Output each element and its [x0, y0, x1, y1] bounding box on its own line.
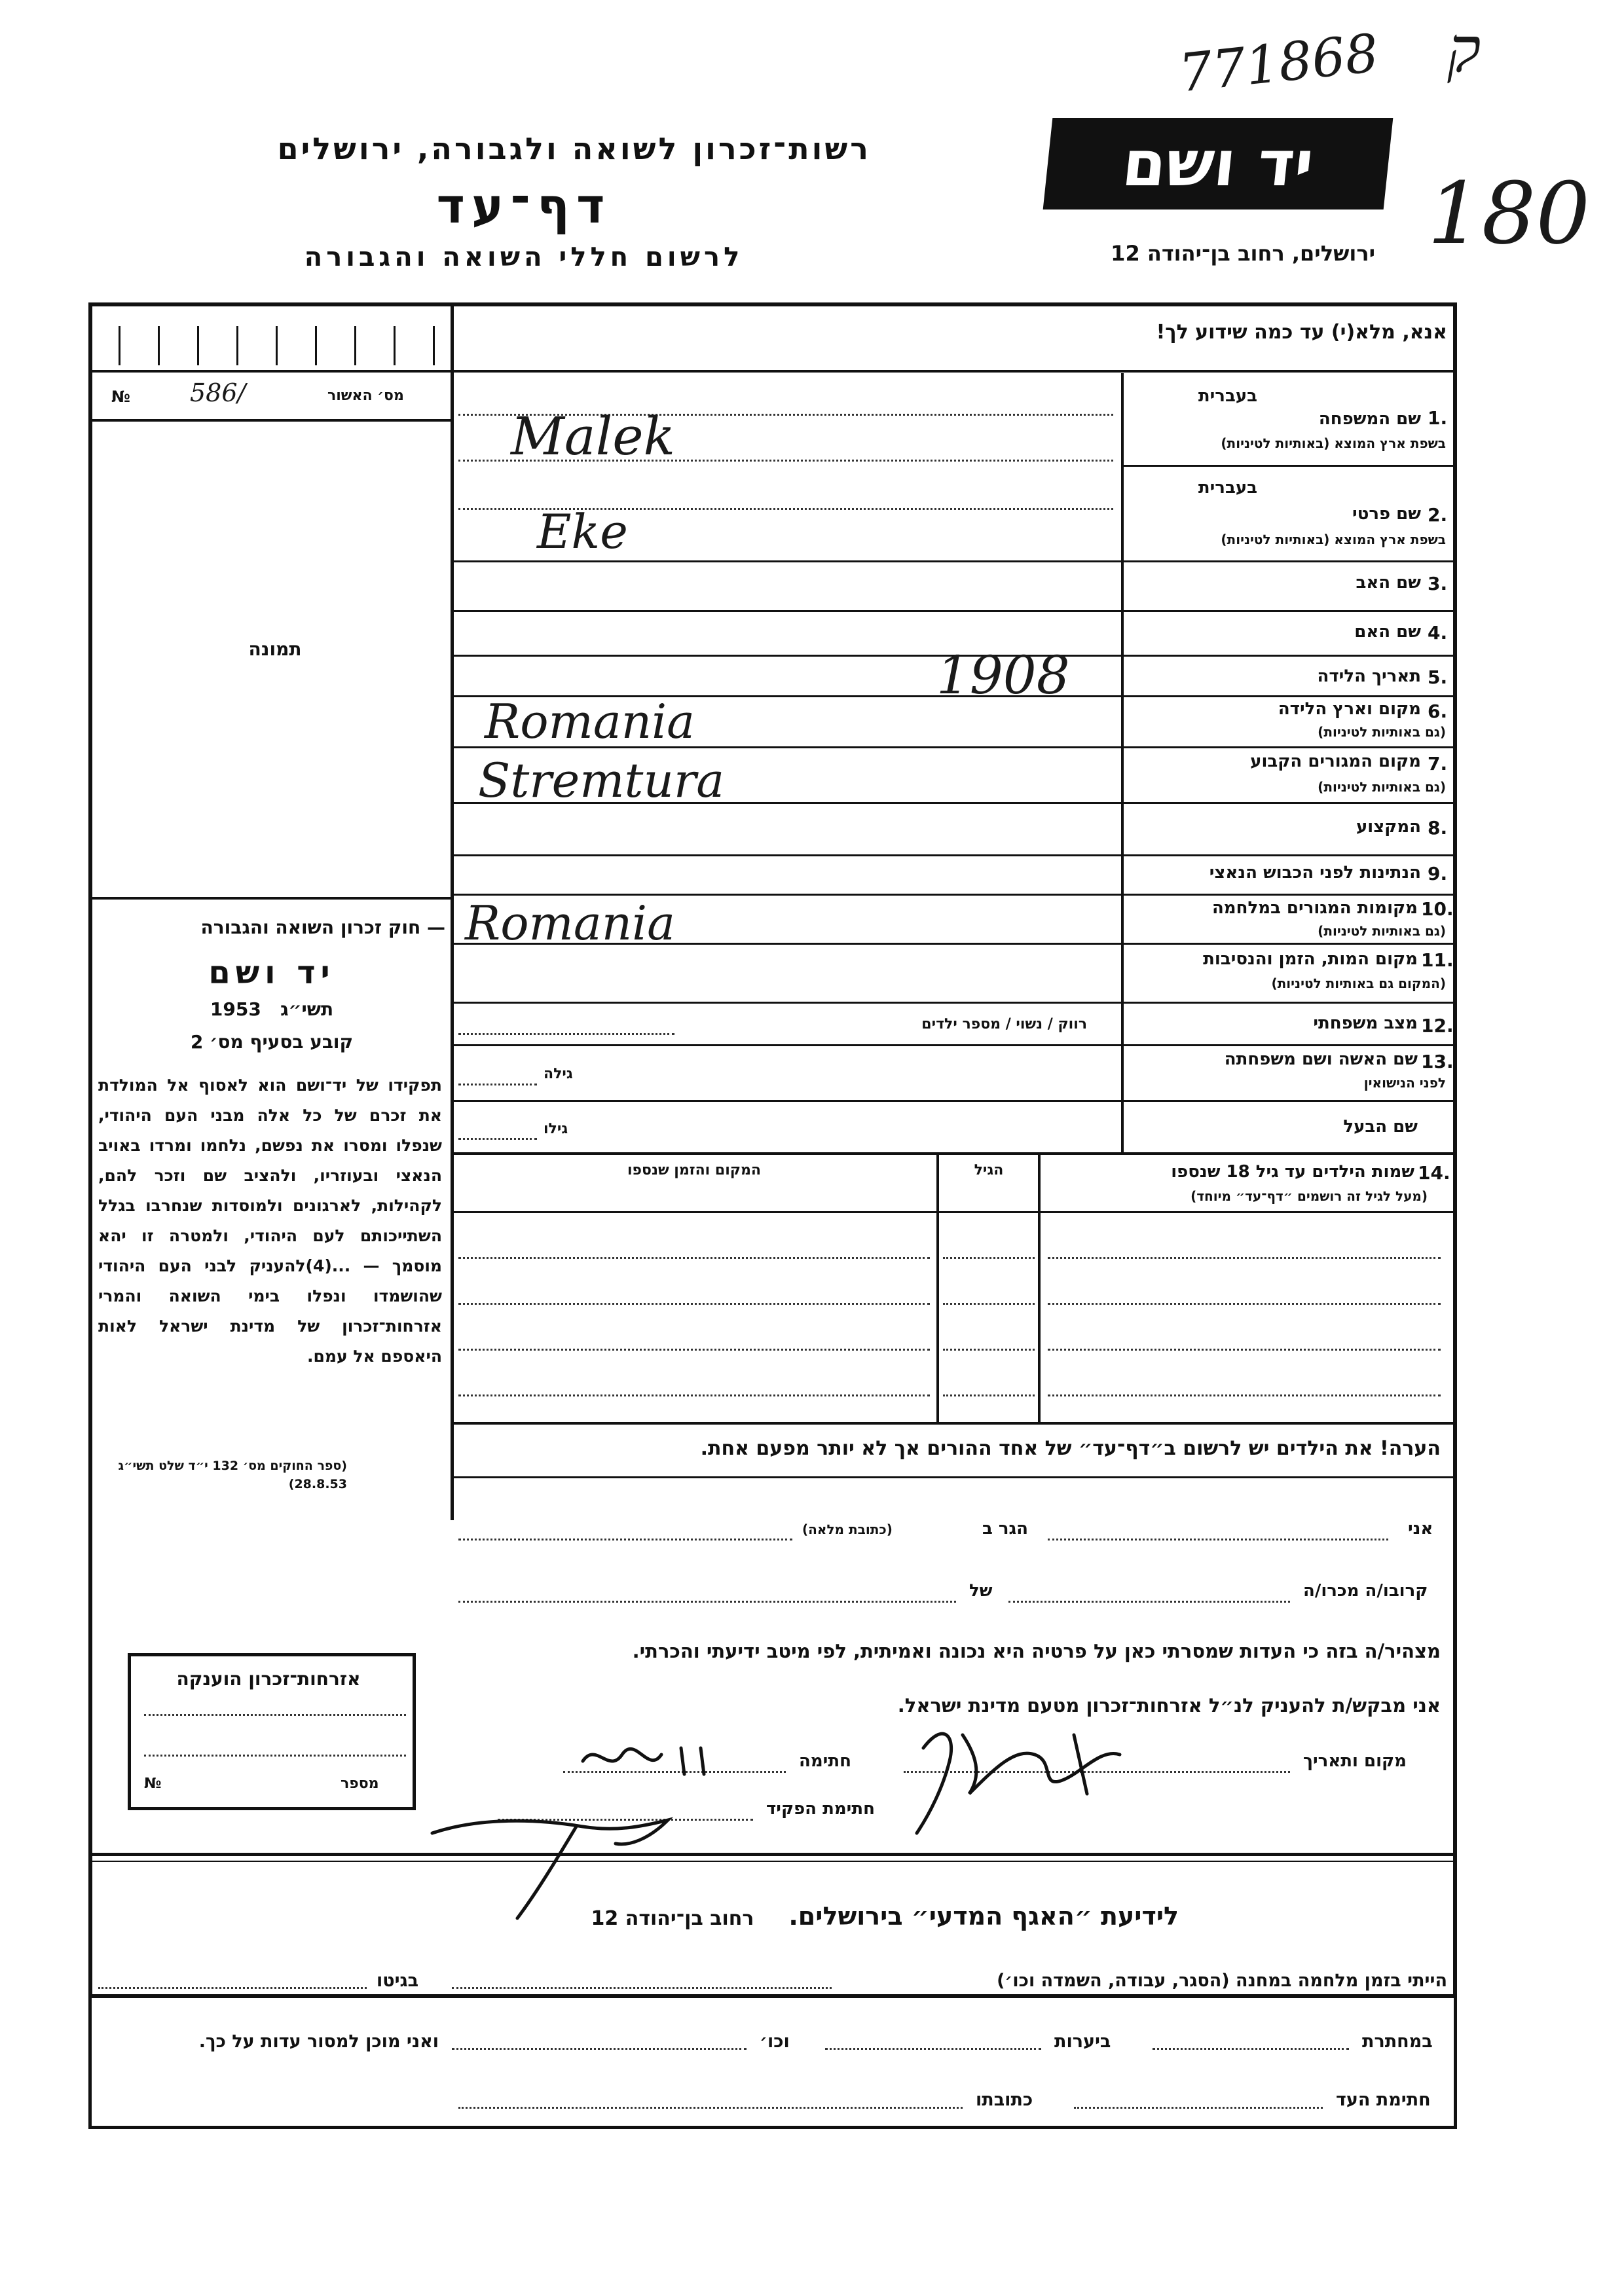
field-12-number: 12.	[1421, 1015, 1454, 1036]
children-row-4-cell-2	[943, 1394, 1035, 1396]
field-5-number: 5.	[1428, 666, 1448, 688]
footer-address: רחוב בן־יהודה 12	[591, 1907, 754, 1930]
children-col-place: המקום והזמן שנספו	[627, 1162, 761, 1178]
annotation-page: 180	[1428, 164, 1591, 263]
barcode-cells	[92, 306, 451, 372]
witness-bottom-rule	[92, 1853, 1457, 1856]
signature-label: חתימה	[799, 1751, 851, 1771]
field-7-sub: (גם באותיות לטיניות)	[1318, 779, 1446, 795]
witness-of-label: של	[969, 1581, 993, 1601]
children-row-2-cell-3	[1048, 1303, 1441, 1305]
children-header-rule	[451, 1211, 1457, 1213]
row-rule-14	[451, 1100, 1457, 1102]
field-12-line	[458, 1033, 674, 1035]
children-row-1-cell-1	[458, 1257, 930, 1259]
approval-prefix: №	[111, 388, 130, 406]
field-10-number: 10.	[1421, 898, 1454, 920]
citizenship-number-label: מספר	[341, 1776, 379, 1792]
witness-relation-line	[1008, 1601, 1290, 1603]
left-column-divider	[451, 302, 454, 1520]
request-line-rule	[451, 370, 1457, 373]
field-3-label: שם האב	[1356, 573, 1421, 592]
children-label: שמות הילדים עד גיל 18 שנספו	[1171, 1162, 1414, 1182]
field-1-sub: בשפת ארץ המוצא (באותיות לטיניות)	[1221, 435, 1446, 451]
form-subtitle: לרשום חללי השואה והגבורה	[304, 242, 744, 272]
children-row-3-cell-3	[1048, 1349, 1441, 1351]
row-rule-15	[451, 1152, 1457, 1155]
witness-address-label: (כתובת מלאה)	[802, 1522, 893, 1537]
row-rule-3	[451, 560, 1457, 562]
husband-age-label: גילו	[544, 1121, 568, 1137]
field-11-label: מקום המות, הזמן והנסיבות	[1203, 949, 1418, 969]
yad-vashem-logo	[1043, 118, 1393, 210]
law-year-hebrew: תשי״ג	[280, 998, 334, 1020]
field-11-number: 11.	[1421, 949, 1454, 971]
children-row-4-cell-1	[458, 1394, 930, 1396]
footer-line2-a: במחתרת	[1362, 2032, 1433, 2052]
field-6-value: Romania	[485, 694, 695, 749]
law-name: יד ושם	[208, 955, 335, 991]
field-4-label: שם האם	[1354, 622, 1421, 642]
field-2-latin: Eke	[537, 504, 628, 559]
witness-name-line	[1048, 1539, 1388, 1540]
law-year-gregorian: 1953	[210, 998, 261, 1020]
request-line: אנא, מלא(י) עד כמה שידוע לך!	[1156, 321, 1447, 344]
field-4-number: 4.	[1428, 622, 1448, 644]
children-number: 14.	[1418, 1162, 1450, 1184]
field-5-value: 1908	[936, 645, 1070, 706]
footer-line1-end: בגיטו	[377, 1971, 419, 1991]
field-1-line-b	[458, 460, 1113, 462]
witness-request: אני מבקש/ת להעניק לנ״ל אזרחות־זכרון מטעם מדינת ישראל.	[897, 1694, 1441, 1717]
row-rule-2	[1121, 465, 1457, 467]
witness-declaration: מצהיר/ה בזה כי העדות שמסרתי כאן על פרטיה היא נכונה ואמיתית, לפי מיטב ידיעתי והכרתי.	[632, 1640, 1441, 1662]
children-row-3-cell-1	[458, 1349, 930, 1351]
approval-label: מס׳ האשור	[327, 388, 404, 404]
law-clause: קובע בסעיף מס׳ 2	[190, 1031, 354, 1053]
children-row-2-cell-2	[943, 1303, 1035, 1305]
approval-value: 586/	[190, 378, 246, 407]
law-box-rule	[92, 897, 451, 900]
photo-label: תמונה	[248, 638, 302, 660]
field-13-sub: לפני הנישואין	[1363, 1075, 1446, 1091]
witness-residing: הגר ב	[982, 1519, 1029, 1539]
form-title: דף־עד	[436, 178, 612, 234]
footer-line2-c: וכו׳	[760, 2032, 790, 2052]
annotation-letter: ק	[1447, 13, 1481, 86]
citizenship-title: אזרחות־זכרון הוענקה	[176, 1668, 361, 1690]
field-1-label: שם המשפחה	[1318, 409, 1421, 429]
footer-line3-a: חתימת העד	[1336, 2090, 1431, 2110]
field-2-label: שם פרטי	[1352, 504, 1421, 524]
children-row-2-cell-1	[458, 1303, 930, 1305]
children-col-age: הגיל	[974, 1162, 1004, 1178]
field-6-sub: (גם באותיות לטיניות)	[1318, 724, 1446, 740]
field-13-label: שם האשה ושם משפחתה	[1224, 1049, 1418, 1069]
children-row-1-cell-3	[1048, 1257, 1441, 1259]
field-6-label: מקום וארץ הלידה	[1278, 699, 1421, 719]
husband-label: שם הבעל	[1343, 1117, 1418, 1137]
footer-line1-label: הייתי בזמן מלחמה במחנה (הסגר, עבודה, השמדה וכו׳)	[997, 1971, 1447, 1991]
footer-frame	[88, 1861, 1457, 2129]
citizenship-prefix: №	[144, 1776, 162, 1792]
law-title: — חוק זכרון השואה והגבורה	[200, 917, 445, 938]
field-5-label: תאריך הלידה	[1317, 666, 1421, 686]
footer-line2-end: ואני מוכן למסור עדות על כך.	[198, 2032, 439, 2052]
short-signature	[570, 1728, 720, 1787]
label-column-divider	[1121, 373, 1124, 1152]
field-7-number: 7.	[1428, 753, 1448, 774]
approval-rule-bottom	[92, 419, 451, 422]
field-13-age-label: גילה	[544, 1066, 573, 1082]
law-year	[98, 998, 445, 1020]
field-12-value: רווק / נשוי / מספר ילדים	[921, 1016, 1087, 1032]
field-10-label: מקומות המגורים במלחמה	[1211, 898, 1418, 918]
children-row-1-cell-2	[943, 1257, 1035, 1259]
field-9-number: 9.	[1428, 863, 1448, 884]
field-10-value: Romania	[465, 896, 676, 951]
citizenship-line-2	[144, 1755, 406, 1757]
field-7-label: מקום המגורים הקבוע	[1250, 752, 1421, 771]
clerk-signature-label: חתימת הפקיד	[766, 1799, 875, 1819]
field-1-tag: בעברית	[1198, 386, 1257, 406]
law-body: תפקידו של יד־ושם הוא לאסוף אל המולדת את זכרם של כל אלה מבני העם היהודי, שנפלו ומסרו את נפשם, נלחמו ומרדו באויב הנאצי ובעוזריו, ולהציב שם וזכר להם, לקהילות, לארגונים ולמוסדות שנחרבו בגלל השתייכותם לעם היהודי, ולמטרה זו יהא מוסמך — ...(4)להעניק לבני העם היהודי שהושמדו ונפלו בימי השואה והמרי אזרחות־זכרון של מדינת ישראל לאות היאספם אל עמם.	[98, 1076, 442, 1366]
org-line: רשות־זכרון לשואה ולגבורה, ירושלים	[277, 131, 871, 166]
field-13-number: 13.	[1421, 1051, 1454, 1072]
logo-text: יד ושם	[1118, 127, 1318, 200]
row-rule-12	[451, 1002, 1457, 1004]
footer-title-text: לידיעת ״האגף המדעי״ בירושלים.	[788, 1902, 1179, 1931]
witness-relation-label: קרובו/ה מכרו/ה	[1303, 1581, 1428, 1601]
witness-signature	[904, 1709, 1179, 1846]
witness-of-line	[458, 1601, 956, 1603]
footer-line3-b: כתובתו	[976, 2090, 1033, 2110]
row-rule-4	[451, 610, 1457, 612]
field-13-age-line	[458, 1084, 537, 1085]
children-bottom-rule	[451, 1422, 1457, 1425]
field-9-label: הנתינות לפני הכבוש הנאצי	[1209, 863, 1421, 883]
citizenship-box	[128, 1653, 416, 1810]
approval-rule-top	[92, 370, 451, 373]
witness-i-label: אני	[1408, 1519, 1433, 1539]
field-1-latin: Malek	[511, 406, 676, 467]
husband-age-line	[458, 1138, 537, 1140]
field-2-sub: בשפת ארץ המוצא (באותיות לטיניות)	[1221, 532, 1446, 547]
field-11-sub: (המקום גם באותיות לטיניות)	[1271, 975, 1446, 991]
header-address: ירושלים, רחוב בן־יהודה 12	[1111, 241, 1375, 266]
witness-address-line	[458, 1539, 792, 1540]
law-gazette: (ספר החוקים מס׳ 132 י״ד שלט תשי״ג 28.8.53)	[118, 1459, 347, 1491]
children-col-age-right	[1038, 1154, 1041, 1422]
children-sub: (מעל לגיל זה רושמים ״דף־עד״ מיוחד)	[1190, 1188, 1428, 1204]
field-6-number: 6.	[1428, 701, 1448, 722]
row-rule-13	[451, 1044, 1457, 1046]
annotation-number: 771868	[1175, 22, 1382, 104]
note-rule	[451, 1476, 1457, 1478]
children-row-3-cell-2	[943, 1349, 1035, 1351]
place-date-label: מקום ותאריך	[1303, 1751, 1407, 1771]
field-8-label: המקצוע	[1356, 817, 1421, 837]
field-10-sub: (גם באותיות לטיניות)	[1318, 923, 1446, 939]
field-2-tag: בעברית	[1198, 478, 1257, 498]
note: הערה! את הילדים יש לרשום ב״דף־עד״ של אחד ההורים אך לא יותר מפעם אחת.	[700, 1437, 1441, 1460]
field-7-value: Stremtura	[478, 753, 725, 808]
field-1-number: 1.	[1428, 407, 1448, 429]
field-3-number: 3.	[1428, 573, 1448, 594]
field-8-number: 8.	[1428, 817, 1448, 839]
row-rule-9	[451, 854, 1457, 856]
children-row-4-cell-3	[1048, 1394, 1441, 1396]
children-col-age-left	[936, 1154, 939, 1422]
field-2-number: 2.	[1428, 504, 1448, 526]
field-12-label: מצב משפחתי	[1313, 1013, 1418, 1033]
citizenship-line-1	[144, 1714, 406, 1716]
footer-line2-b: ביערות	[1054, 2032, 1111, 2052]
